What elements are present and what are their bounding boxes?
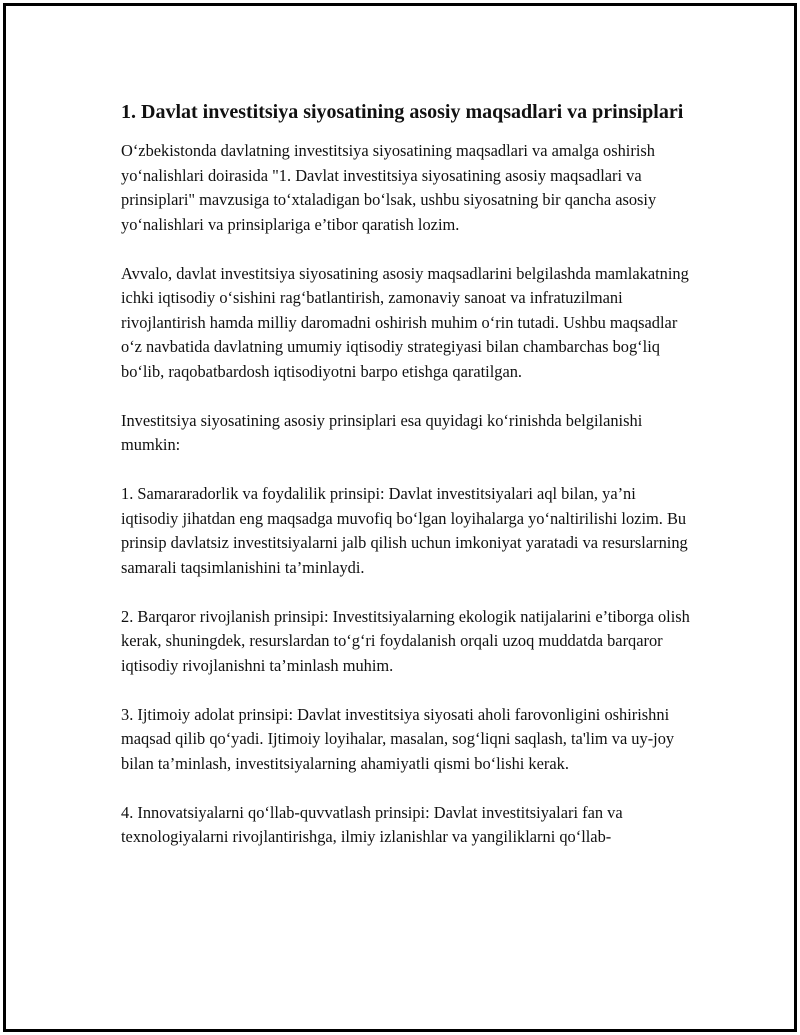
document-body — [121, 98, 691, 874]
principle-innovation-paragraph: 4. Innovatsiyalarni qo‘llab-quvvatlash prinsipi: Davlat investitsiyalari fan va texnologiyalarni rivojlantirishga, ilmiy izlanishlar va yangiliklarni qo‘llab- — [121, 802, 623, 846]
principle-sustainability-paragraph: 2. Barqaror rivojlanish prinsipi: Investitsiyalarning ekologik natijalarini e’tiborga olish kerak, shuningdek, resurslardan to‘g‘ri foydalanish orqali uzoq muddatda barqaror iqtisodiy rivojlanishni ta’minlash muhim. — [121, 606, 690, 675]
principle-efficiency-paragraph: 1. Samararadorlik va foydalilik prinsipi: Davlat investitsiyalari aql bilan, ya’ni iqtisodiy jihatdan eng maqsadga muvofiq bo‘lgan loyihalarga yo‘naltirilishi lozim. Bu prinsip davlatsiz investitsiyalarni jalb qilish uchun imkoniyat yaratadi va resurslarning samarali taqsimlanishini ta’minlaydi. — [121, 484, 688, 577]
page-frame — [3, 3, 797, 1032]
goals-paragraph: Avvalo, davlat investitsiya siyosatining asosiy maqsadlarini belgilashda mamlakatning ichki iqtisodiy o‘sishini rag‘batlantirish, zamonaviy sanoat va infratuzilmani rivojlantirish hamda milliy daromadni oshirish muhim o‘rin tutadi. Ushbu maqsadlar o‘z navbatida davlatning umumiy iqtisodiy strategiyasi bilan chambarchas bog‘liq bo‘lib, raqobatbardosh iqtisodiyotni barpo etishga qaratilgan. — [121, 263, 689, 381]
principles-intro-paragraph: Investitsiya siyosatining asosiy prinsiplari esa quyidagi ko‘rinishda belgilanishi mumkin: — [121, 410, 643, 454]
principle-social-justice-paragraph: 3. Ijtimoiy adolat prinsipi: Davlat investitsiya siyosati aholi farovonligini oshirishni maqsad qilib qo‘yadi. Ijtimoiy loyihalar, masalan, sog‘liqni saqlash, ta'lim va uy-joy bilan ta’minlash, investitsiyalarning ahamiyatli qismi bo‘lishi kerak. — [121, 704, 675, 773]
intro-paragraph: O‘zbekistonda davlatning investitsiya siyosatining maqsadlari va amalga oshirish yo‘nalishlari doirasida "1. Davlat investitsiya siyosatining asosiy maqsadlari va prinsiplari" mavzusiga to‘xtaladigan bo‘lsak, ushbu siyosatning bir qancha asosiy yo‘nalishlari va prinsiplariga e’tibor qaratish lozim. — [121, 141, 657, 234]
section-heading: 1. Davlat investitsiya siyosatining asosiy maqsadlari va prinsiplari — [121, 101, 684, 123]
